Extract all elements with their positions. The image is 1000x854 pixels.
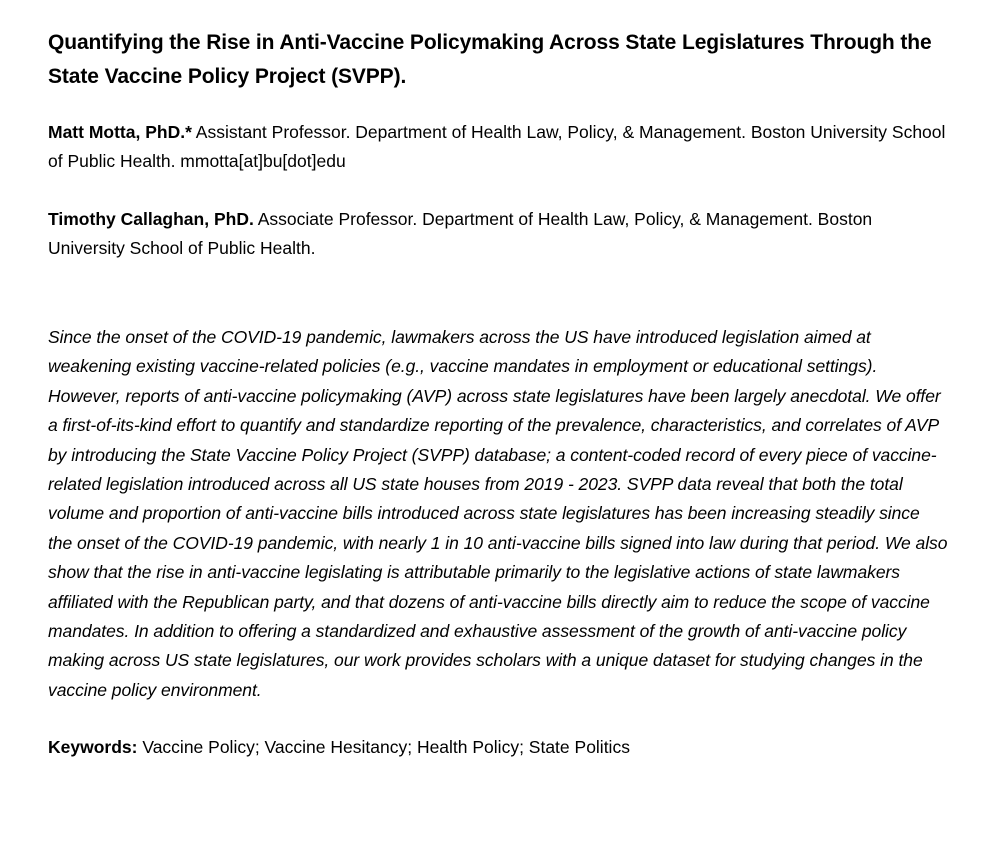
abstract: Since the onset of the COVID-19 pandemic, lawmakers across the US have introduced legislation aimed at weakening existing vaccine-related policies (e.g., vaccine mandates in employment or educational settings). However, reports of anti-vaccine policymaking (AVP) across state legislatures have been largely anecdotal. We offer a first-of-its-kind effort to quantify and standardize reporting of the prevalence, characteristics, and correlates of AVP by introducing the State Vaccine Policy Project (SVPP) database; a content-coded record of every piece of vaccine-related legislation introduced across all US state houses from 2019 - 2023. SVPP data reveal that both the total volume and proportion of anti-vaccine bills introduced across state legislatures has been increasing steadily since the onset of the COVID-19 pandemic, with nearly 1 in 10 anti-vaccine bills signed into law during that period. We also show that the rise in anti-vaccine legislating is attributable primarily to the legislative actions of state lawmakers affiliated with the Republican party, and that dozens of anti-vaccine bills directly aim to reduce the scope of vaccine mandates. In addition to offering a standardized and exhaustive assessment of the growth of anti-vaccine policy making across US state legislatures, our work provides scholars with a unique dataset for studying changes in the vaccine policy environment. [48, 327, 948, 700]
keywords-label: Keywords: [48, 737, 138, 758]
author-affiliation: Associate Professor. Department of Health Law, Policy, & Management. Boston University School of Public Health. [48, 209, 873, 258]
author-affiliation: Assistant Professor. Department of Health Law, Policy, & Management. Boston University School of Public Health. mmotta[at]bu[dot]edu [48, 122, 946, 171]
paper-page [48, 26, 948, 762]
author-block [48, 118, 948, 176]
author-name: Matt Motta, PhD.* [48, 122, 192, 142]
paper-title: Quantifying the Rise in Anti-Vaccine Policymaking Across State Legislatures Through the State Vaccine Policy Project (SVPP). [48, 31, 932, 88]
author-name: Timothy Callaghan, PhD. [48, 209, 254, 229]
keywords-list: Vaccine Policy; Vaccine Hesitancy; Health Policy; State Politics [137, 737, 630, 758]
keywords [48, 733, 948, 762]
author-block [48, 205, 948, 263]
